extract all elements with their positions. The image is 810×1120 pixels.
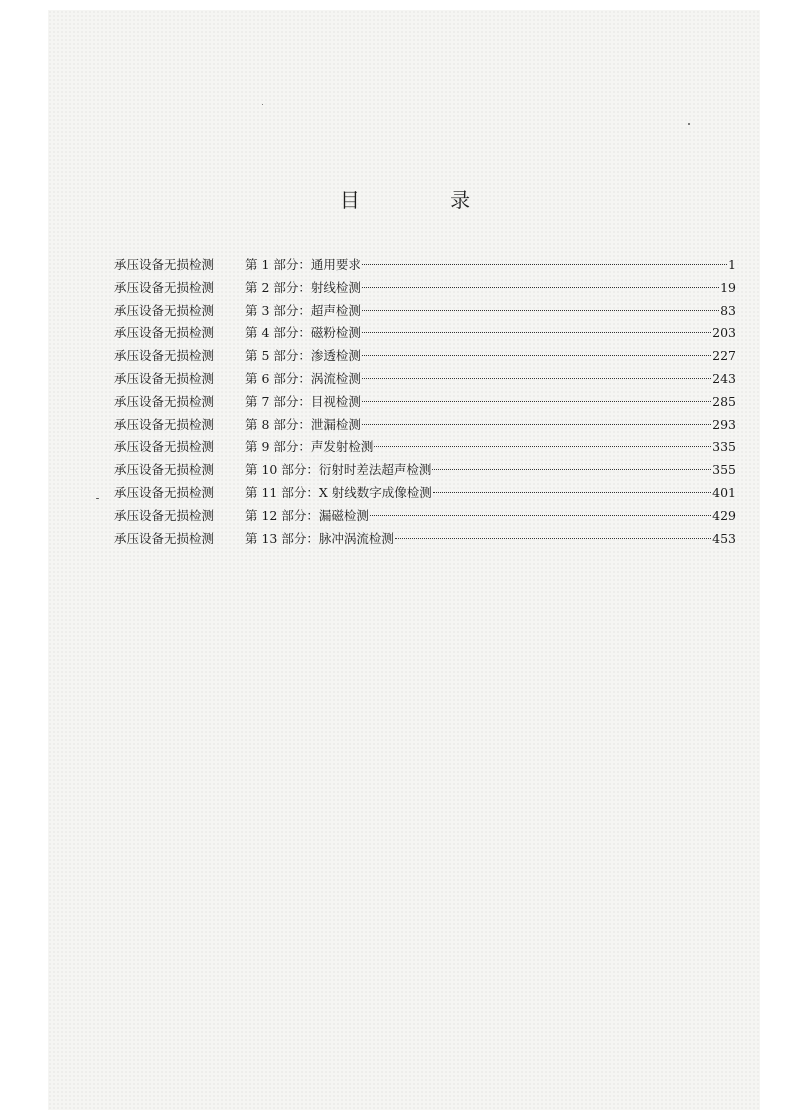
toc-entry[interactable] xyxy=(114,528,736,551)
dot-leader xyxy=(433,492,711,493)
toc-page-number: 19 xyxy=(720,279,736,295)
toc-entry[interactable] xyxy=(114,459,736,482)
toc-page-number: 453 xyxy=(712,530,736,546)
toc-part-name: 渗透检测 xyxy=(310,348,361,364)
toc-part-number: 第 10 部分： xyxy=(245,462,319,478)
toc-series-label: 承压设备无损检测 xyxy=(114,325,215,341)
toc-page-number: 293 xyxy=(712,416,736,432)
toc-part-number: 第 6 部分： xyxy=(245,370,311,386)
toc-part-number: 第 9 部分： xyxy=(245,439,311,455)
toc-entry[interactable] xyxy=(114,482,736,505)
toc-page-number: 203 xyxy=(712,325,736,341)
toc-entry[interactable] xyxy=(114,391,736,414)
toc-part-number: 第 3 部分： xyxy=(245,302,311,318)
toc-part-number: 第 4 部分： xyxy=(245,325,311,341)
dot-leader xyxy=(374,446,711,447)
toc-series-label: 承压设备无损检测 xyxy=(114,439,215,455)
toc-part-number: 第 1 部分： xyxy=(245,257,311,272)
dot-leader xyxy=(362,355,711,356)
table-of-contents xyxy=(114,254,736,550)
dot-leader xyxy=(362,401,711,402)
toc-part-name: 声发射检测 xyxy=(310,439,374,455)
toc-page-number: 1 xyxy=(728,257,736,272)
toc-page-number: 401 xyxy=(712,484,736,500)
toc-part-number: 第 7 部分： xyxy=(245,393,311,409)
toc-entry[interactable] xyxy=(114,322,736,345)
scan-speck xyxy=(262,104,263,105)
dot-leader xyxy=(395,538,711,539)
toc-page-number: 285 xyxy=(712,393,736,409)
toc-title: 目 录 xyxy=(339,188,513,212)
scan-speck xyxy=(688,123,690,125)
toc-series-label: 承压设备无损检测 xyxy=(114,302,215,318)
toc-series-label: 承压设备无损检测 xyxy=(114,348,215,364)
toc-series-label: 承压设备无损检测 xyxy=(114,257,215,272)
toc-page-number: 227 xyxy=(712,348,736,364)
toc-page-number: 243 xyxy=(712,370,736,386)
toc-part-name: 涡流检测 xyxy=(310,370,361,386)
toc-entry[interactable] xyxy=(114,254,736,277)
dot-leader xyxy=(362,332,711,333)
toc-page-number: 429 xyxy=(712,507,736,523)
toc-series-label: 承压设备无损检测 xyxy=(114,507,215,523)
toc-series-label: 承压设备无损检测 xyxy=(114,370,215,386)
toc-part-name: 目视检测 xyxy=(310,393,361,409)
toc-series-label: 承压设备无损检测 xyxy=(114,530,215,546)
paper-sheet xyxy=(48,10,760,1110)
dot-leader xyxy=(362,310,719,311)
toc-entry[interactable] xyxy=(114,436,736,459)
toc-page-number: 83 xyxy=(720,302,736,318)
toc-part-number: 第 12 部分： xyxy=(245,507,319,523)
toc-part-number: 第 5 部分： xyxy=(245,348,311,364)
toc-part-name: 脉冲涡流检测 xyxy=(318,530,394,546)
toc-part-number: 第 11 部分： xyxy=(245,484,319,500)
toc-series-label: 承压设备无损检测 xyxy=(114,462,215,478)
dot-leader xyxy=(362,264,727,265)
dot-leader xyxy=(362,287,719,288)
toc-entry[interactable] xyxy=(114,345,736,368)
toc-series-label: 承压设备无损检测 xyxy=(114,416,215,432)
toc-part-name: 泄漏检测 xyxy=(310,416,361,432)
toc-part-number: 第 13 部分： xyxy=(245,530,319,546)
dot-leader xyxy=(432,469,711,470)
toc-entry[interactable] xyxy=(114,277,736,300)
toc-page-number: 355 xyxy=(712,462,736,478)
toc-part-number: 第 8 部分： xyxy=(245,416,311,432)
toc-series-label: 承压设备无损检测 xyxy=(114,393,215,409)
toc-part-name: 超声检测 xyxy=(310,302,361,318)
toc-part-name: 漏磁检测 xyxy=(318,507,369,523)
toc-series-label: 承压设备无损检测 xyxy=(114,484,215,500)
toc-part-number: 第 2 部分： xyxy=(245,279,311,295)
toc-part-name: 衍射时差法超声检测 xyxy=(318,462,432,478)
toc-part-name: 通用要求 xyxy=(310,257,361,272)
toc-page-number: 335 xyxy=(712,439,736,455)
toc-entry[interactable] xyxy=(114,414,736,437)
toc-part-name: 磁粉检测 xyxy=(310,325,361,341)
toc-part-name: X 射线数字成像检测 xyxy=(318,484,432,500)
toc-entry[interactable] xyxy=(114,300,736,323)
toc-part-name: 射线检测 xyxy=(310,279,361,295)
dot-leader xyxy=(362,378,711,379)
toc-entry[interactable] xyxy=(114,505,736,528)
toc-entry[interactable] xyxy=(114,368,736,391)
scan-speck xyxy=(96,498,99,499)
dot-leader xyxy=(370,515,711,516)
toc-series-label: 承压设备无损检测 xyxy=(114,279,215,295)
dot-leader xyxy=(362,424,711,425)
